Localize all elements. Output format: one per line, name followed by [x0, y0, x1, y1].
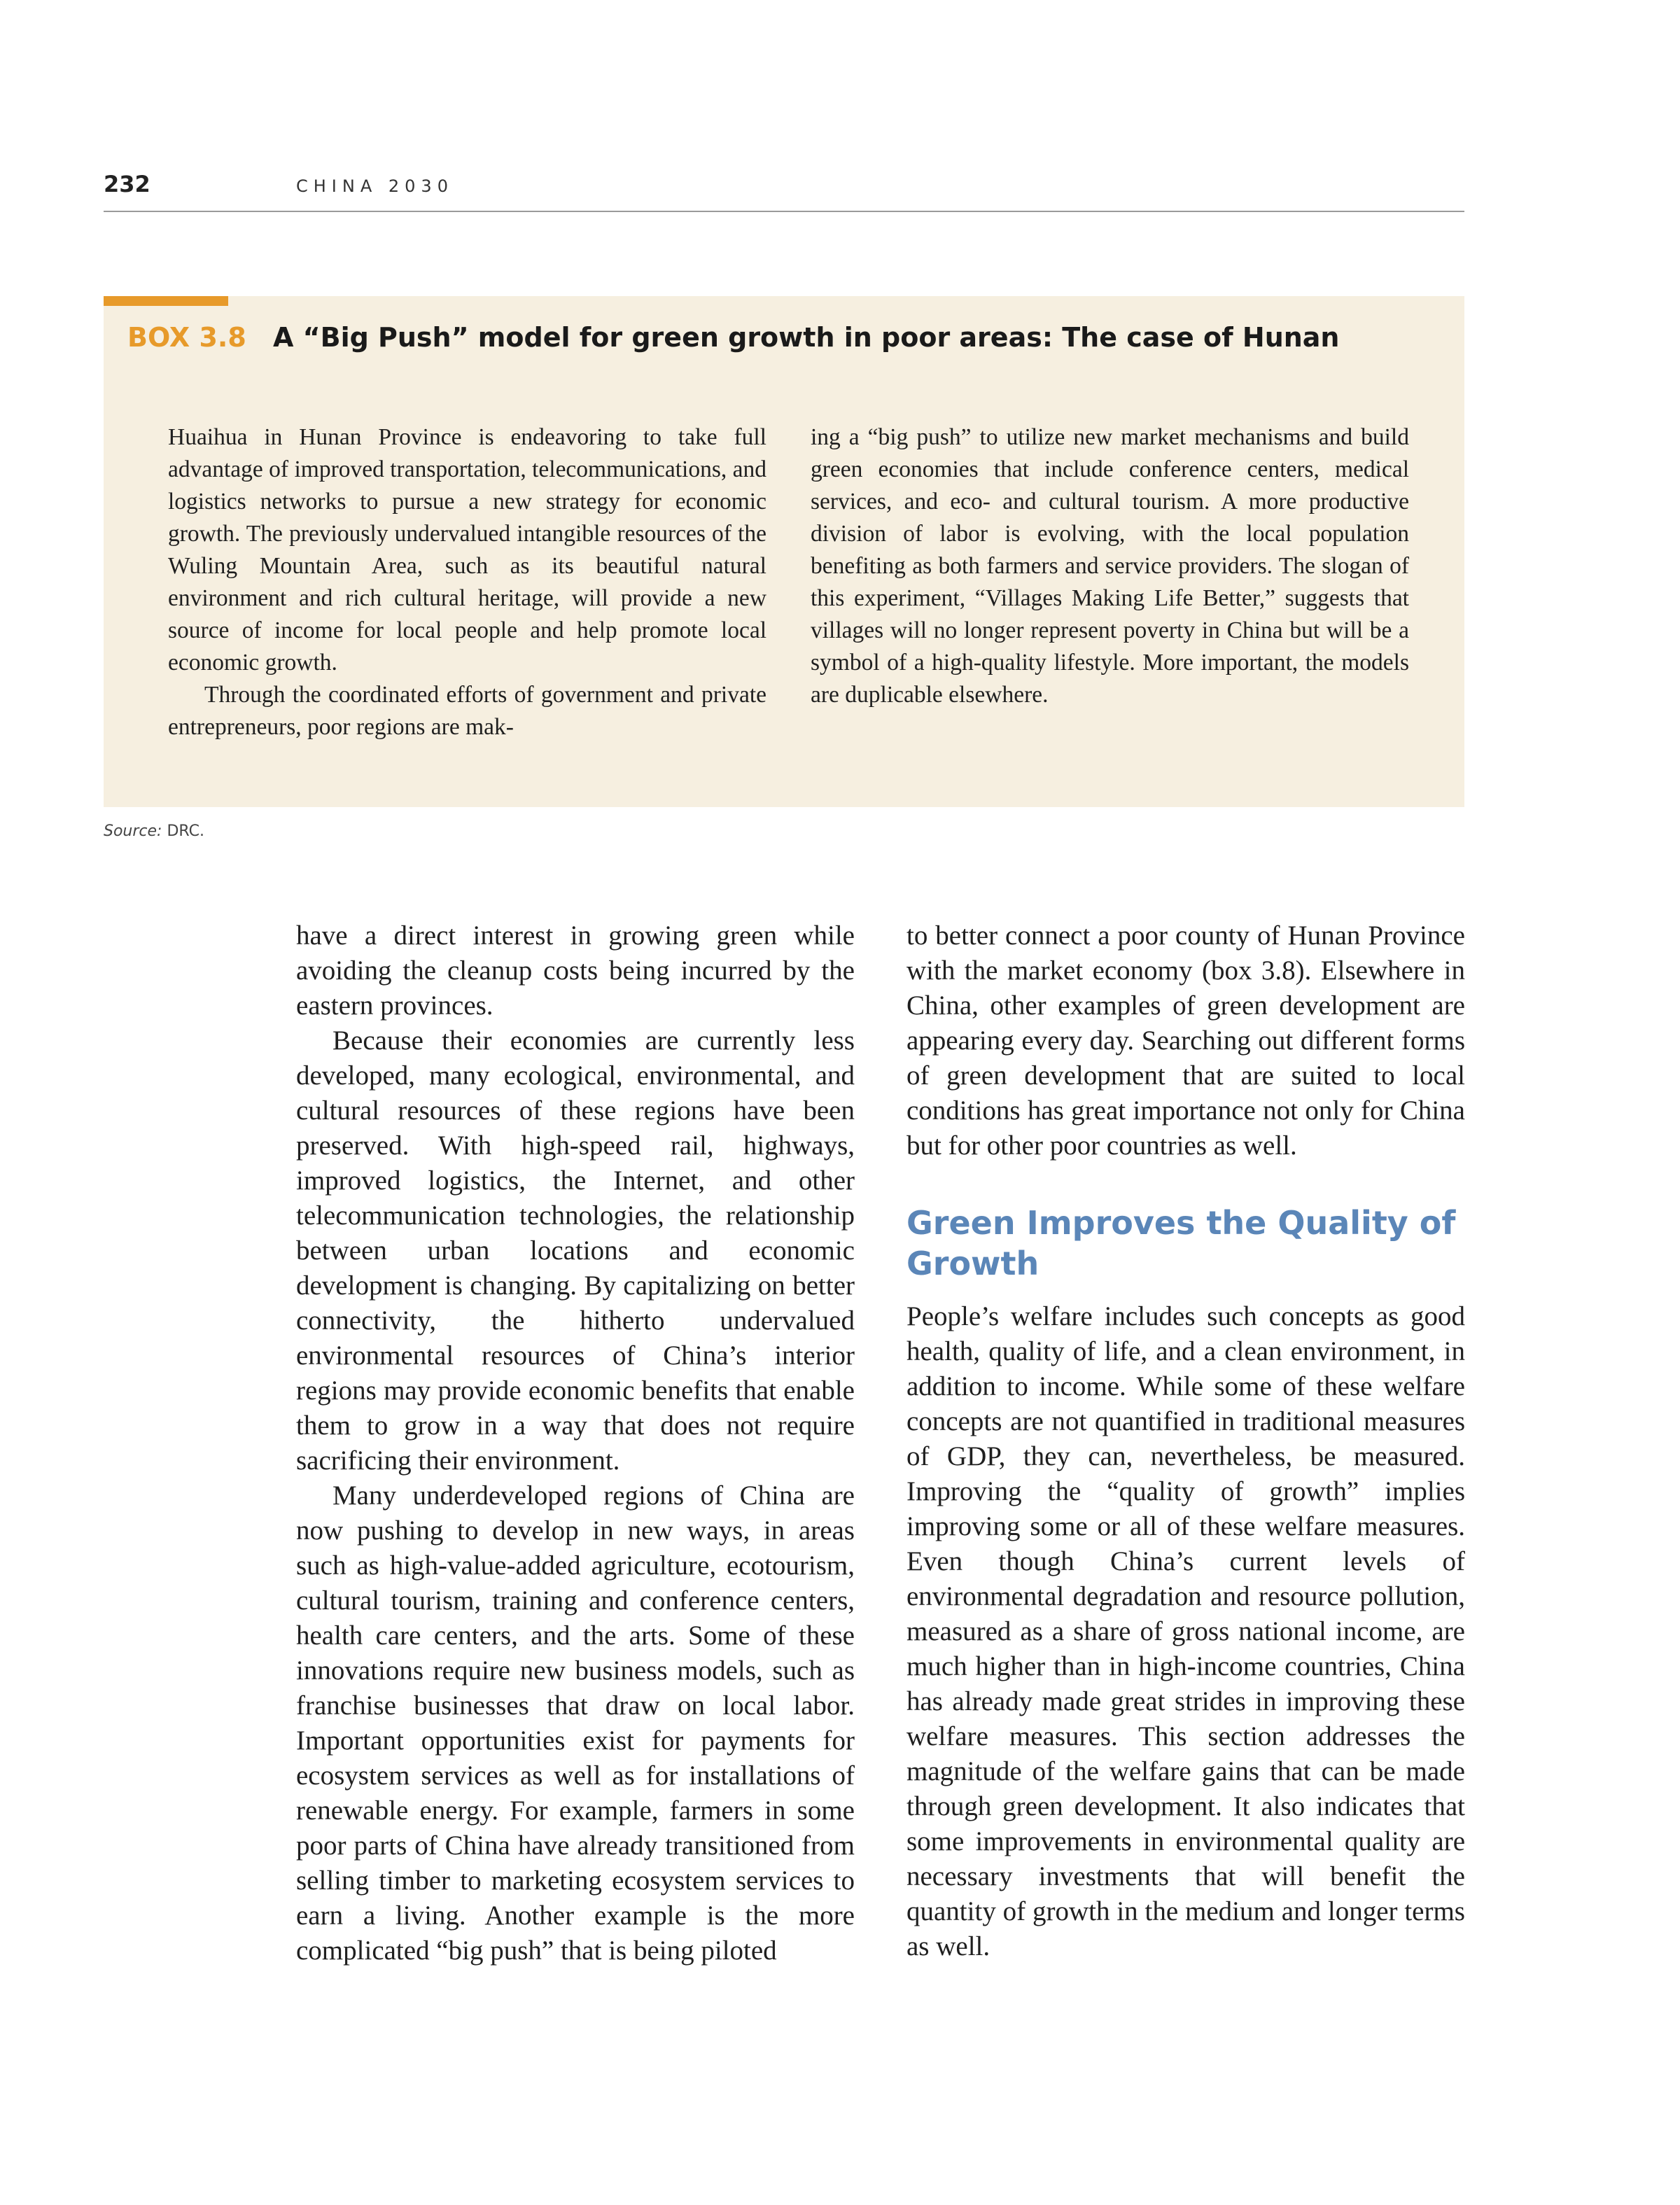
- source-text: DRC.: [162, 822, 204, 840]
- section-heading: Green Improves the Quality of Growth: [906, 1204, 1456, 1282]
- source-note: [104, 822, 204, 840]
- body-paragraph: People’s welfare includes such concepts as good health, quality of life, and a clean environment, in addition to income. While some of these welfare concepts are not quantified in traditional measures of GDP, they can, nevertheless, be measured. Improving the “quality of growth” implies improving some or all of these welfare measures. Even though China’s current levels of environmental degradation and resource pollution, measured as a share of gross national income, are much higher than in high-income countries, China has already made great strides in improving these welfare measures. This section addresses the magnitude of the welfare gains that can be made through green development. It also indicates that some improvements in environmental quality are necessary investments that will benefit the quantity of growth in the medium and longer terms as well.: [906, 1301, 1465, 1961]
- box-title: A “Big Push” model for green growth in poor areas: The case of Hunan: [273, 322, 1340, 353]
- running-head: CHINA 2030: [296, 176, 454, 196]
- body-paragraph: Many underdeveloped regions of China are now pushing to develop in new ways, in areas such as high-value-added agriculture, ecotourism, cultural tourism, training and conference centers, health care centers, and the arts. Some of these innovations require new business models, such as franchise businesses that draw on local labor. Important opportunities exist for payments for ecosystem services as well as for installations of renewable energy. For example, farmers in some poor parts of China have already transitioned from selling timber to marketing ecosystem services to earn a living. Another example is the more complicated “big push” that is being piloted: [296, 1480, 855, 1966]
- box-paragraph: ing a “big push” to utilize new market mechanisms and build green economies that include conference centers, medical services, and eco- and cultural tourism. A more productive division of labor is evolving, with the local population benefiting as both farmers and service providers. The slogan of this experiment, “Villages Making Life Better,” suggests that villages will no longer represent poverty in China but will be a symbol of a high-quality lifestyle. More important, the models are duplicable elsewhere.: [811, 424, 1409, 708]
- source-label: Source:: [104, 822, 162, 840]
- box-column-right: [811, 421, 1409, 711]
- box-label: BOX 3.8: [127, 322, 246, 353]
- page-number: 232: [104, 171, 150, 197]
- box-paragraph: Huaihua in Hunan Province is endeavoring to take full advantage of improved transportation, telecommunications, and logistics networks to pursue a new strategy for economic growth. The previously undervalued intangible resources of the Wuling Mountain Area, such as its beautiful natural environment and rich cultural heritage, will provide a new source of income for local people and help promote local economic growth.: [168, 424, 766, 676]
- body-paragraph: have a direct interest in growing green while avoiding the cleanup costs being incurred by the eastern provinces.: [296, 920, 855, 1021]
- body-column-right: [906, 918, 1465, 1964]
- box-accent-tab: [104, 296, 228, 306]
- body-paragraph: Because their economies are currently less developed, many ecological, environmental, and cultural resources of these regions have been preserved. With high-speed rail, highways, improved logistics, the Internet, and other telecommunication technologies, the relationship between urban locations and economic development is changing. By capitalizing on better connectivity, the hitherto undervalued environmental resources of China’s interior regions may provide economic benefits that enable them to grow in a way that does not require sacrificing their environment.: [296, 1026, 855, 1476]
- header-rule: [104, 211, 1464, 212]
- body-column-left: [296, 918, 855, 1968]
- box-paragraph: Through the coordinated efforts of government and private entrepreneurs, poor regions are mak-: [168, 682, 766, 740]
- body-paragraph: to better connect a poor county of Hunan Province with the market economy (box 3.8). Elsewhere in China, other examples of green development are appearing every day. Searching out different forms of green development that are suited to local conditions has great importance not only for China but for other poor countries as well.: [906, 920, 1465, 1161]
- box-column-left: [168, 421, 766, 743]
